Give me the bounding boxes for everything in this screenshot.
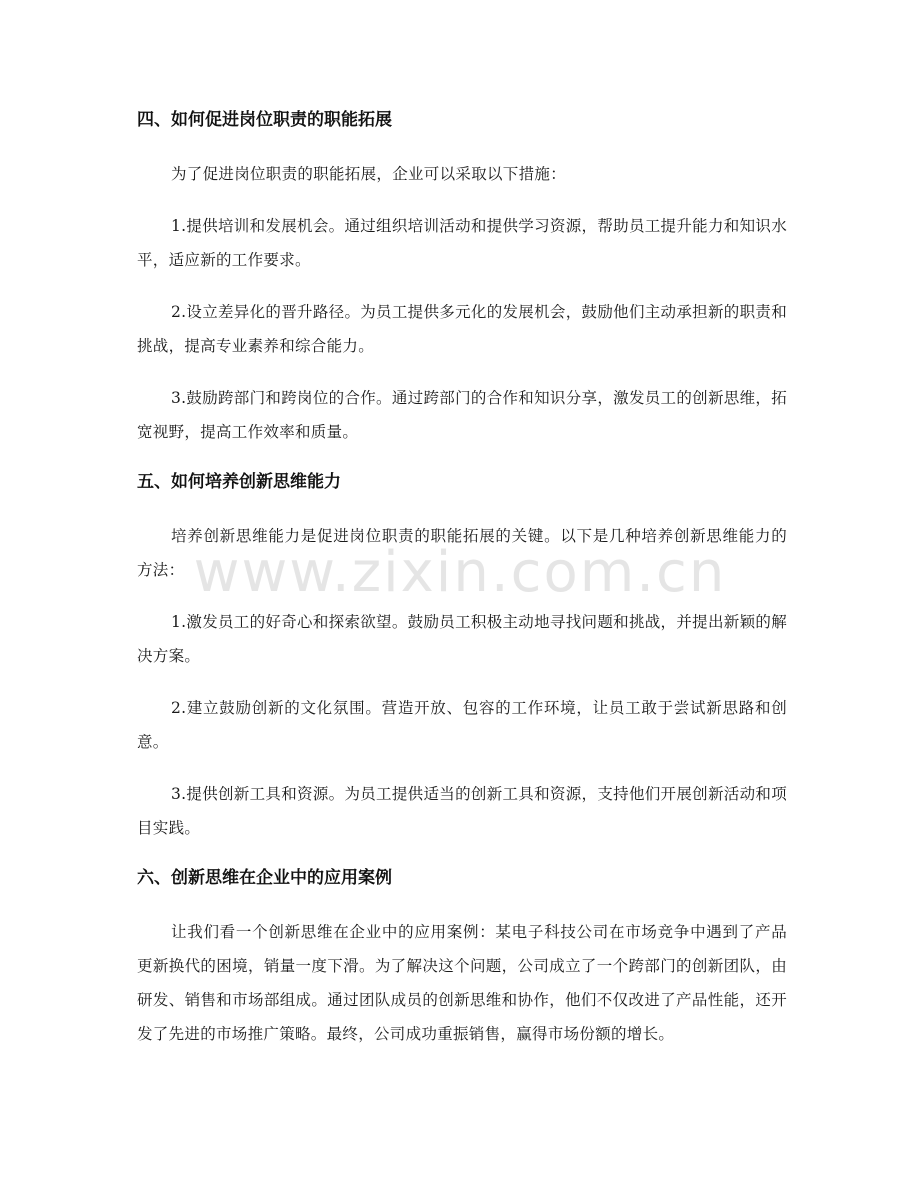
watermark: www.zixin.com.cn: [193, 540, 727, 605]
section-heading: 六、创新思维在企业中的应用案例: [137, 868, 392, 888]
paragraph: 3.提供创新工具和资源。为员工提供适当的创新工具和资源，支持他们开展创新活动和项目实践。: [137, 785, 787, 837]
paragraph: 1.提供培训和发展机会。通过组织培训活动和提供学习资源，帮助员工提升能力和知识水平，适应新的工作要求。: [137, 217, 787, 269]
document-body: [137, 105, 787, 1069]
section-5: [137, 467, 787, 845]
paragraph: 培养创新思维能力是促进岗位职责的职能拓展的关键。以下是几种培养创新思维能力的方法：: [137, 527, 787, 579]
paragraph: 2.建立鼓励创新的文化氛围。营造开放、包容的工作环境，让员工敢于尝试新思路和创意。: [137, 699, 787, 751]
section-6: [137, 863, 787, 1051]
section-heading: 四、如何促进岗位职责的职能拓展: [137, 110, 392, 130]
section-4: [137, 105, 787, 449]
paragraph: 3.鼓励跨部门和跨岗位的合作。通过跨部门的合作和知识分享，激发员工的创新思维，拓宽视野，提高工作效率和质量。: [137, 389, 787, 441]
paragraph: 2.设立差异化的晋升路径。为员工提供多元化的发展机会，鼓励他们主动承担新的职责和挑战，提高专业素养和综合能力。: [137, 303, 787, 355]
paragraph: 为了促进岗位职责的职能拓展，企业可以采取以下措施：: [171, 165, 567, 183]
paragraph: 让我们看一个创新思维在企业中的应用案例：某电子科技公司在市场竞争中遇到了产品更新换代的困境，销量一度下滑。为了解决这个问题，公司成立了一个跨部门的创新团队，由研发、销售和市场部组成。通过团队成员的创新思维和协作，他们不仅改进了产品性能，还开发了先进的市场推广策略。最终，公司成功重振销售，赢得市场份额的增长。: [137, 923, 787, 1043]
paragraph: 1.激发员工的好奇心和探索欲望。鼓励员工积极主动地寻找问题和挑战，并提出新颖的解决方案。: [137, 613, 787, 665]
section-heading: 五、如何培养创新思维能力: [137, 472, 341, 492]
